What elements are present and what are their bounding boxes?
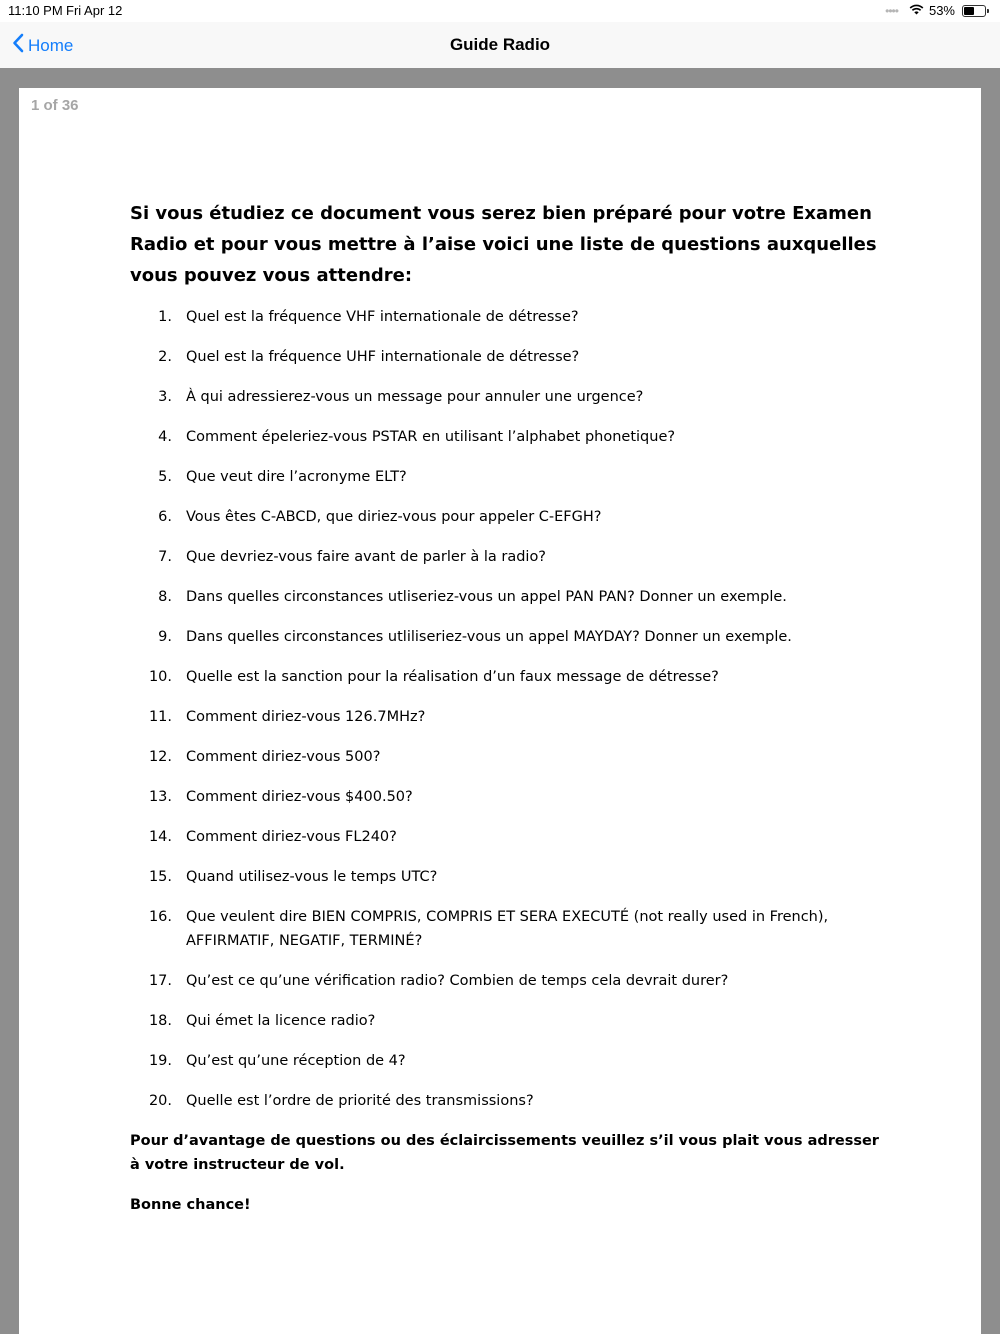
intro-paragraph: Si vous étudiez ce document vous serez bien préparé pour votre Examen Radio et pour vous mettre à l’aise voici une liste de questions auxquelles vous pouvez vous attendre: [130, 203, 877, 286]
question-text: Vous êtes C-ABCD, que diriez-vous pour appeler C-EFGH? [186, 509, 602, 525]
question-item [130, 825, 890, 849]
question-item [130, 705, 890, 729]
question-item [130, 665, 890, 689]
multitasking-dots-icon: •••• [885, 3, 898, 18]
status-right [885, 3, 986, 18]
question-item [130, 625, 890, 649]
question-number: 10. [148, 669, 172, 685]
closing-paragraph: Pour d’avantage de questions ou des éclaircissements veuillez s’il vous plait vous adresser à votre instructeur de vol. [130, 1133, 879, 1173]
question-number: 1. [158, 309, 172, 325]
question-text: Comment diriez-vous 126.7MHz? [186, 709, 426, 725]
question-text: Quelle est la sanction pour la réalisation d’un faux message de détresse? [186, 669, 719, 685]
question-item [130, 505, 890, 529]
document-viewer[interactable] [0, 68, 1000, 1334]
question-item [130, 425, 890, 449]
question-number: 15. [148, 869, 172, 885]
question-text: Quel est la fréquence UHF internationale de détresse? [186, 349, 580, 365]
question-number: 14. [148, 829, 172, 845]
question-text: Quelle est l’ordre de priorité des transmissions? [186, 1093, 534, 1109]
question-text: Qu’est qu’une réception de 4? [186, 1053, 406, 1069]
question-text: Comment diriez-vous $400.50? [186, 789, 413, 805]
battery-icon [962, 5, 986, 17]
question-text: Qui émet la licence radio? [186, 1013, 376, 1029]
question-number: 9. [158, 629, 172, 645]
question-item [130, 905, 890, 953]
question-number: 17. [148, 973, 172, 989]
question-number: 3. [158, 389, 172, 405]
question-number: 2. [158, 349, 172, 365]
question-number: 12. [148, 749, 172, 765]
question-number: 8. [158, 589, 172, 605]
question-text: Quel est la fréquence VHF internationale de détresse? [186, 309, 579, 325]
question-text: Qu’est ce qu’une vérification radio? Combien de temps cela devrait durer? [186, 973, 729, 989]
question-item [130, 1089, 890, 1113]
question-item [130, 1009, 890, 1033]
question-text: Que veulent dire BIEN COMPRIS, COMPRIS ET SERA EXECUTÉ (not really used in French), AFFIRMATIF, NEGATIF, TERMINÉ? [186, 909, 829, 949]
battery-percent: 53% [928, 3, 955, 18]
document-content [130, 198, 890, 1233]
status-date: Fri Apr 12 [66, 3, 123, 18]
status-bar [0, 0, 1000, 22]
question-item [130, 1049, 890, 1073]
question-text: À qui adressierez-vous un message pour annuler une urgence? [186, 389, 644, 405]
question-number: 19. [148, 1053, 172, 1069]
question-text: Quand utilisez-vous le temps UTC? [186, 869, 438, 885]
status-time: 11:10 PM [8, 3, 63, 18]
question-text: Comment diriez-vous FL240? [186, 829, 397, 845]
question-number: 16. [148, 909, 172, 925]
nav-title: Guide Radio [449, 35, 551, 54]
question-number: 4. [158, 429, 172, 445]
question-text: Comment diriez-vous 500? [186, 749, 381, 765]
wifi-icon [909, 3, 924, 18]
page-indicator: 1 of 36 [31, 97, 79, 114]
question-text: Comment épeleriez-vous PSTAR en utilisant l’alphabet phonetique? [186, 429, 676, 445]
signoff: Bonne chance! [130, 1197, 251, 1213]
question-number: 7. [158, 549, 172, 565]
battery-fill [964, 7, 974, 15]
question-text: Que veut dire l’acronyme ELT? [186, 469, 407, 485]
question-item [130, 305, 890, 329]
question-text: Dans quelles circonstances utliliseriez-vous un appel MAYDAY? Donner un exemple. [186, 629, 792, 645]
question-item [130, 745, 890, 769]
question-item [130, 785, 890, 809]
navigation-bar [0, 22, 1000, 68]
question-item [130, 385, 890, 409]
question-number: 13. [148, 789, 172, 805]
question-item [130, 345, 890, 369]
question-item [130, 865, 890, 889]
question-list [130, 305, 890, 1113]
question-number: 6. [158, 509, 172, 525]
question-number: 11. [148, 709, 172, 725]
question-number: 20. [148, 1093, 172, 1109]
question-item [130, 969, 890, 993]
question-text: Dans quelles circonstances utliseriez-vous un appel PAN PAN? Donner un exemple. [186, 589, 787, 605]
question-item [130, 585, 890, 609]
question-number: 5. [158, 469, 172, 485]
document-page[interactable] [19, 88, 981, 1334]
back-label: Home [28, 35, 74, 55]
question-number: 18. [148, 1013, 172, 1029]
question-item [130, 545, 890, 569]
question-item [130, 465, 890, 489]
question-text: Que devriez-vous faire avant de parler à la radio? [186, 549, 547, 565]
